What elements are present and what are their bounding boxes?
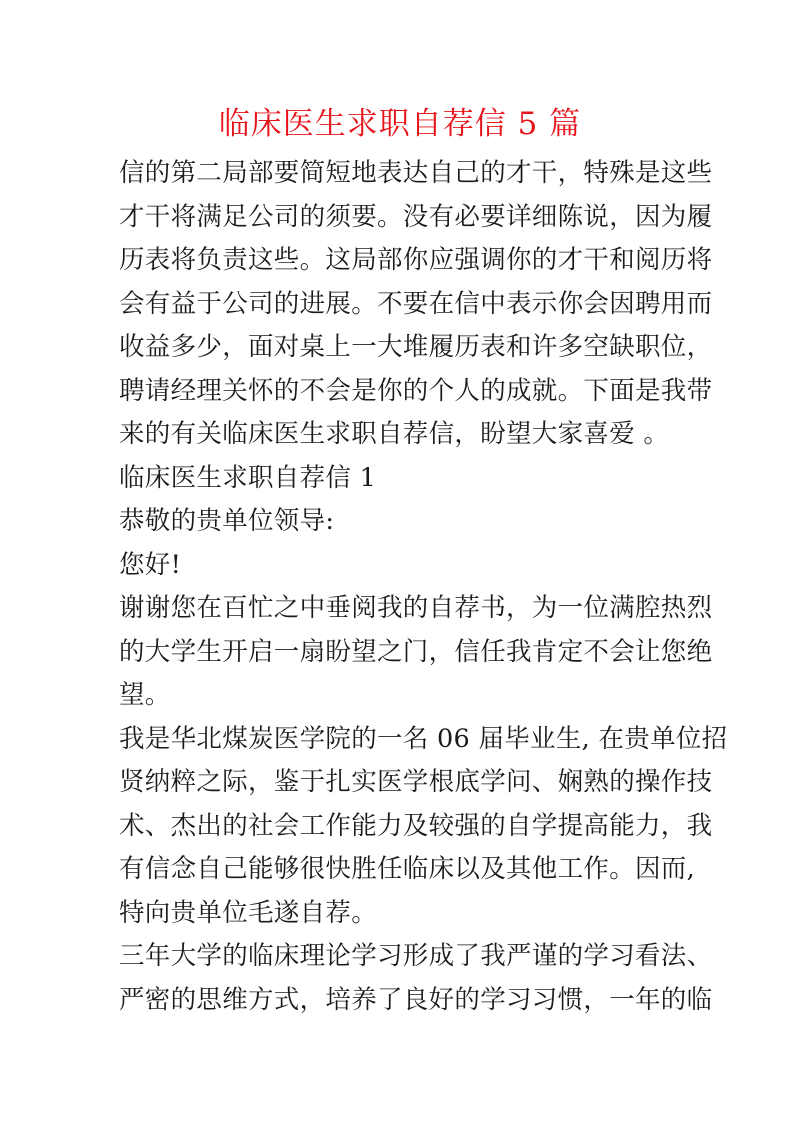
- letter-greeting: 您好!: [119, 549, 182, 580]
- paragraph-line: 才干将满足公司的须要。没有必要详细陈说，因为履: [119, 201, 713, 232]
- paragraph-line: 有信念自己能够很快胜任临床以及其他工作。因而,: [119, 854, 696, 884]
- paragraph-line: 望。: [119, 680, 171, 710]
- paragraph-line: 的大学生开启一扇盼望之门，信任我肯定不会让您绝: [119, 636, 713, 667]
- paragraph-line: 严密的思维方式，培养了良好的学习习惯，一年的临: [119, 984, 713, 1015]
- paragraph-line: 来的有关临床医生求职自荐信，盼望大家喜爱 。: [119, 419, 670, 449]
- document-title: 临床医生求职自荐信 5 篇: [218, 106, 582, 142]
- paragraph-line: 会有益于公司的进展。不要在信中表示你会因聘用而: [119, 288, 713, 319]
- paragraph-line: 聘请经理关怀的不会是你的个人的成就。下面是我带: [119, 375, 713, 406]
- document-body: [119, 152, 728, 1022]
- paragraph-line: 术、杰出的社会工作能力及较强的自学提高能力，我: [119, 810, 713, 841]
- letter-heading: 临床医生求职自荐信 1: [119, 462, 377, 493]
- paragraph-line: 历表将负责这些。这局部你应强调你的才干和阅历将: [119, 245, 713, 275]
- paragraph-line: 我是华北煤炭医学院的一名 06 届毕业生, 在贵单位招: [119, 723, 728, 754]
- paragraph-line: 信的第二局部要简短地表达自己的才干，特殊是这些: [119, 158, 713, 188]
- paragraph-line: 贤纳粹之际，鉴于扎实医学根底学问、娴熟的操作技: [119, 767, 713, 797]
- paragraph-line: 谢谢您在百忙之中垂阅我的自荐书，为一位满腔热烈: [119, 593, 713, 623]
- letter-salutation: 恭敬的贵单位领导:: [119, 506, 335, 536]
- paragraph-line: 收益多少，面对桌上一大堆履历表和许多空缺职位，: [119, 332, 713, 362]
- paragraph-line: 三年大学的临床理论学习形成了我严谨的学习看法、: [119, 941, 713, 971]
- paragraph-line: 特向贵单位毛遂自荐。: [119, 897, 378, 928]
